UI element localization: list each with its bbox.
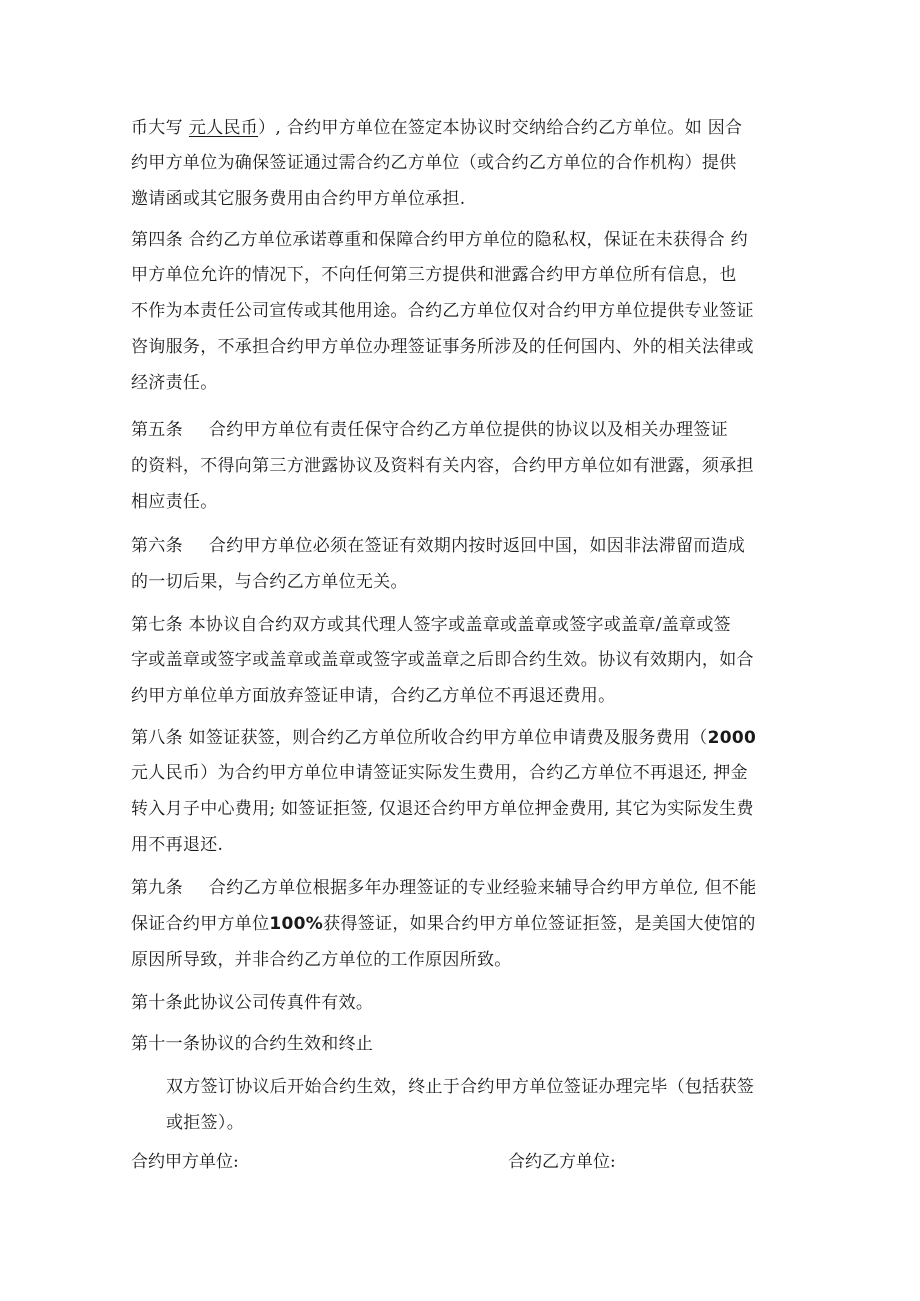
text-segment: 合约甲方单位有责任保守合约乙方单位提供的协议以及相关办理签证	[208, 420, 728, 440]
percent-value: 100%	[269, 914, 324, 934]
amount-underlined: 元人民币	[188, 118, 259, 138]
article-8-line-1	[131, 726, 756, 750]
article-9-line-3: 原因所导致，并非合约乙方单位的工作原因所致。	[131, 950, 512, 970]
text-segment: 合约甲方单位必须在签证有效期内按时返回中国，如因非法滞留而造成	[208, 536, 746, 556]
article-5-line-3: 相应责任。	[131, 492, 218, 512]
article-4-line-4: 咨询服务，不承担合约甲方单位办理签证事务所涉及的任何国内、外的相关法律或	[131, 337, 754, 357]
article-7-line-1: 第七条 本协议自合约双方或其代理人签字或盖章或盖章或签字或盖章/盖章或签	[131, 615, 731, 635]
article-8-line-4: 用不再退还.	[131, 835, 224, 855]
article-7-line-2: 字或盖章或签字或盖章或盖章或签字或盖章之后即合约生效。协议有效期内，如合	[131, 650, 754, 670]
article-8-line-3: 转入月子中心费用; 如签证拒签, 仅退还合约甲方单位押金费用, 其它为实际发生费	[131, 799, 754, 819]
p3-line-3: 邀请函或其它服务费用由合约甲方单位承担.	[131, 189, 466, 209]
article-heading: 第九条	[131, 878, 183, 898]
article-6-line-1	[131, 534, 745, 558]
article-9-line-1	[131, 876, 757, 900]
text-segment: 获得签证，如果合约甲方单位签证拒签，是美国大使馆的	[323, 914, 756, 934]
article-4-line-1: 第四条 合约乙方单位承诺尊重和保障合约甲方单位的隐私权，保证在未获得合 约	[131, 230, 748, 250]
signature-party-b: 合约乙方单位:	[508, 1152, 616, 1172]
article-6-line-2: 的一切后果，与合约乙方单位无关。	[131, 572, 408, 592]
article-7-line-3: 约甲方单位单方面放弃签证申请，合约乙方单位不再退还费用。	[131, 686, 616, 706]
signature-party-a: 合约甲方单位:	[131, 1152, 239, 1172]
article-4-line-5: 经济责任。	[131, 373, 218, 393]
article-heading: 第五条	[131, 420, 183, 440]
article-11-line-3: 或拒签）。	[166, 1113, 244, 1133]
fee-amount: 2000	[707, 728, 757, 748]
article-4-line-2: 甲方单位允许的情况下，不向任何第三方提供和泄露合约甲方单位所有信息，也	[131, 265, 737, 285]
article-5-line-1	[131, 418, 728, 442]
article-11-line-1: 第十一条协议的合约生效和终止	[131, 1034, 374, 1054]
article-heading: 第六条	[131, 536, 183, 556]
p3-line-2: 约甲方单位为确保签证通过需合约乙方单位（或合约乙方单位的合作机构）提供	[131, 153, 737, 173]
text-segment: 合约乙方单位根据多年办理签证的专业经验来辅导合约甲方单位, 但不能	[208, 878, 757, 898]
article-5-line-2: 的资料，不得向第三方泄露协议及资料有关内容，合约甲方单位如有泄露，须承担	[131, 456, 754, 476]
article-11-line-2: 双方签订协议后开始合约生效，终止于合约甲方单位签证办理完毕（包括获签	[166, 1077, 755, 1097]
article-10-line-1: 第十条此协议公司传真件有效。	[131, 993, 374, 1013]
p3-line-1	[131, 116, 742, 140]
article-8-line-2: 元人民币）为合约甲方单位申请签证实际发生费用，合约乙方单位不再退还, 押金	[131, 763, 748, 783]
text-segment: ）, 合约甲方单位在签定本协议时交纳给合约乙方单位。如 因合	[258, 118, 743, 138]
article-4-line-3: 不作为本责任公司宣传或其他用途。合约乙方单位仅对合约甲方单位提供专业签证	[131, 301, 754, 321]
text-segment: 币大写	[131, 118, 183, 138]
article-9-line-2	[131, 912, 756, 936]
text-segment: 第八条 如签证获签，则合约乙方单位所收合约甲方单位申请费及服务费用（	[131, 728, 708, 748]
text-segment: 保证合约甲方单位	[131, 914, 270, 934]
